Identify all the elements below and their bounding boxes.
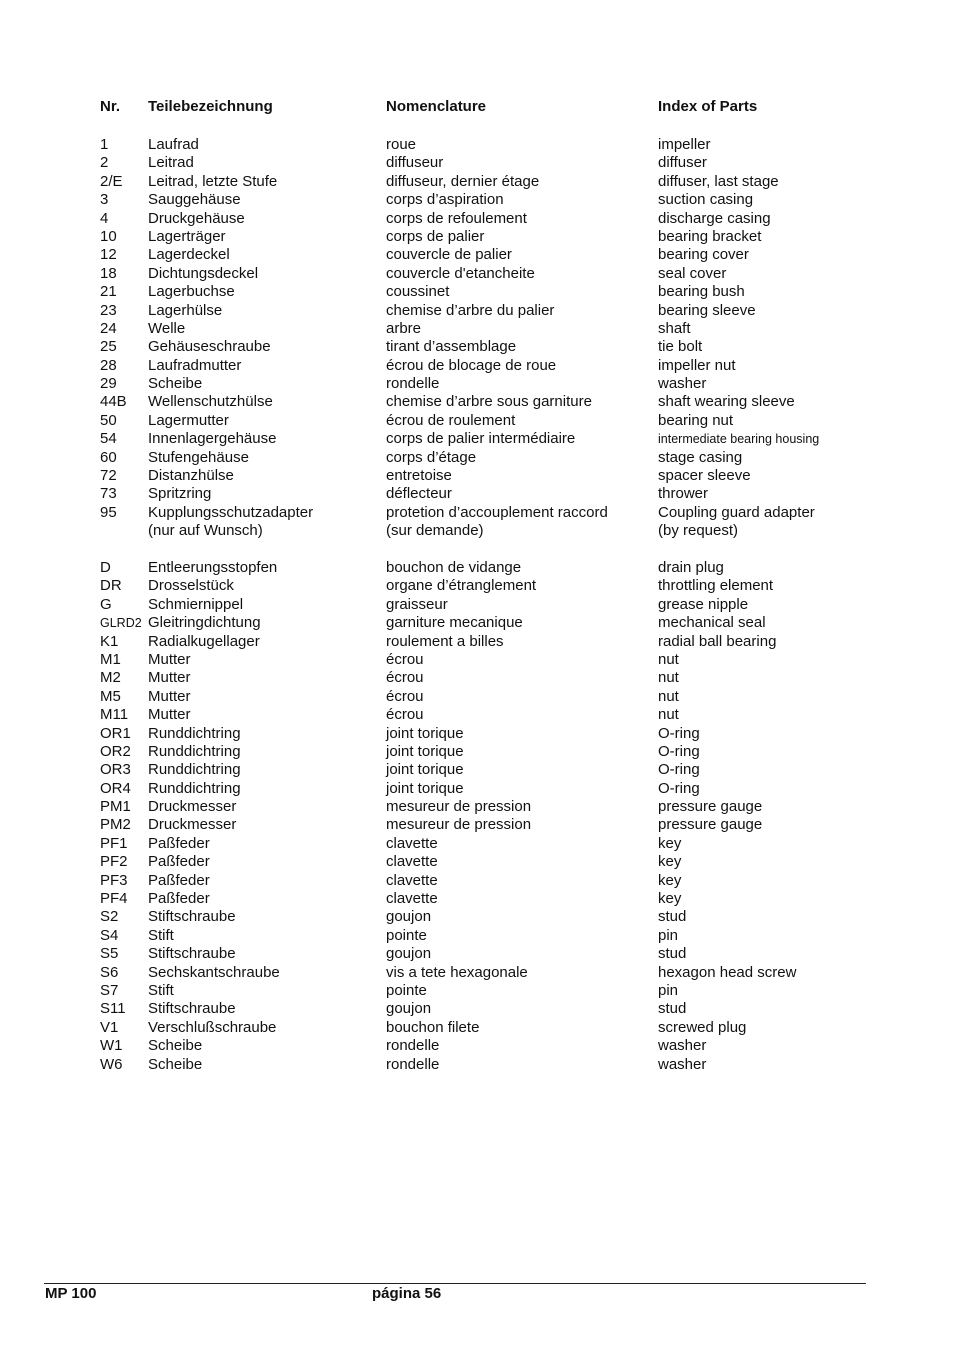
english-name: stud bbox=[658, 1000, 687, 1018]
part-number: 12 bbox=[100, 246, 117, 264]
list-item bbox=[0, 725, 954, 743]
list-item bbox=[0, 430, 954, 448]
french-name: joint torique bbox=[386, 779, 464, 797]
list-item bbox=[0, 522, 954, 540]
part-number: OR4 bbox=[100, 779, 131, 797]
german-name: Entleerungsstopfen bbox=[148, 558, 278, 576]
list-item bbox=[0, 688, 954, 706]
english-name: O-ring bbox=[658, 779, 700, 797]
part-number: PF4 bbox=[100, 890, 128, 908]
list-item bbox=[0, 246, 954, 264]
english-name: bearing nut bbox=[658, 411, 734, 429]
english-name: nut bbox=[658, 650, 679, 668]
german-name: Spritzring bbox=[148, 485, 212, 503]
english-name: shaft bbox=[658, 319, 691, 337]
french-name: goujon bbox=[386, 1000, 432, 1018]
french-name: goujon bbox=[386, 945, 432, 963]
english-name: stage casing bbox=[658, 448, 743, 466]
french-name: vis a tete hexagonale bbox=[386, 963, 528, 981]
german-name: Scheibe bbox=[148, 1055, 203, 1073]
footer-divider bbox=[44, 1283, 866, 1284]
french-name: écrou de blocage de roue bbox=[386, 356, 557, 374]
french-name: joint torique bbox=[386, 742, 464, 760]
english-name: throttling element bbox=[658, 577, 774, 595]
french-name: entretoise bbox=[386, 467, 452, 485]
part-number: S6 bbox=[100, 963, 119, 981]
english-name: bearing cover bbox=[658, 246, 749, 264]
german-name: Mutter bbox=[148, 650, 191, 668]
french-name: couvercle de palier bbox=[386, 246, 512, 264]
english-name: key bbox=[658, 853, 682, 871]
german-name: Stiftschraube bbox=[148, 945, 236, 963]
list-item bbox=[0, 908, 954, 926]
part-number: OR1 bbox=[100, 724, 131, 742]
part-number: OR3 bbox=[100, 761, 131, 779]
french-name: joint torique bbox=[386, 761, 464, 779]
german-name: Mutter bbox=[148, 706, 191, 724]
english-name: pin bbox=[658, 981, 679, 999]
parts-list bbox=[0, 136, 954, 1074]
german-name: Lagerdeckel bbox=[148, 246, 230, 264]
part-number: M1 bbox=[100, 650, 121, 668]
french-name: bouchon de vidange bbox=[386, 558, 522, 576]
french-name: protetion d’accouplement raccord bbox=[386, 503, 608, 521]
french-name: rondelle bbox=[386, 375, 440, 393]
german-name: Scheibe bbox=[148, 375, 203, 393]
list-item bbox=[0, 357, 954, 375]
list-item bbox=[0, 964, 954, 982]
list-item bbox=[0, 614, 954, 632]
list-item bbox=[0, 651, 954, 669]
english-name: pin bbox=[658, 926, 679, 944]
french-name: écrou bbox=[386, 706, 424, 724]
french-name: organe d’étranglement bbox=[386, 577, 537, 595]
english-name: radial ball bearing bbox=[658, 632, 777, 650]
german-name: Leitrad, letzte Stufe bbox=[148, 172, 278, 190]
german-name: Wellenschutzhülse bbox=[148, 393, 273, 411]
part-number: 24 bbox=[100, 319, 117, 337]
english-name: Coupling guard adapter bbox=[658, 503, 815, 521]
english-name: washer bbox=[658, 1037, 707, 1055]
list-item bbox=[0, 559, 954, 577]
list-item bbox=[0, 1056, 954, 1074]
french-name: garniture mecanique bbox=[386, 614, 523, 632]
english-name: O-ring bbox=[658, 761, 700, 779]
footer-model: MP 100 bbox=[45, 1285, 97, 1302]
french-name: corps de refoulement bbox=[386, 209, 527, 227]
german-name: Lagerhülse bbox=[148, 301, 223, 319]
english-name: bearing sleeve bbox=[658, 301, 756, 319]
list-item bbox=[0, 375, 954, 393]
english-name: impeller bbox=[658, 136, 711, 153]
part-number: 18 bbox=[100, 264, 117, 282]
part-number: G bbox=[100, 595, 112, 613]
list-item bbox=[0, 393, 954, 411]
part-number: PM2 bbox=[100, 816, 131, 834]
english-name: pressure gauge bbox=[658, 816, 763, 834]
part-number: 54 bbox=[100, 430, 117, 448]
german-name: Kupplungsschutzadapter bbox=[148, 503, 314, 521]
list-item bbox=[0, 890, 954, 908]
english-name: bearing bush bbox=[658, 283, 745, 301]
french-name: chemise d’arbre du palier bbox=[386, 301, 555, 319]
english-name: diffuser bbox=[658, 154, 707, 172]
list-item bbox=[0, 1000, 954, 1018]
part-number: PF1 bbox=[100, 834, 128, 852]
french-name: clavette bbox=[386, 834, 438, 852]
header-nr: Nr. bbox=[100, 98, 121, 115]
french-name: écrou bbox=[386, 669, 424, 687]
list-item bbox=[0, 210, 954, 228]
part-number: M2 bbox=[100, 669, 121, 687]
part-number: 25 bbox=[100, 338, 117, 356]
english-name: O-ring bbox=[658, 742, 700, 760]
german-name: Paßfeder bbox=[148, 890, 210, 908]
french-name: roulement a billes bbox=[386, 632, 504, 650]
german-name: (nur auf Wunsch) bbox=[148, 522, 263, 540]
french-name: corps de palier intermédiaire bbox=[386, 430, 576, 448]
french-name: bouchon filete bbox=[386, 1018, 480, 1036]
part-number: GLRD2 bbox=[100, 616, 142, 631]
french-name: pointe bbox=[386, 981, 427, 999]
english-name: key bbox=[658, 871, 682, 889]
list-item bbox=[0, 596, 954, 614]
german-name: Dichtungsdeckel bbox=[148, 264, 259, 282]
german-name: Sechskantschraube bbox=[148, 963, 280, 981]
list-item bbox=[0, 320, 954, 338]
list-item bbox=[0, 449, 954, 467]
part-number: 95 bbox=[100, 503, 117, 521]
part-number: 2 bbox=[100, 154, 109, 172]
english-name: nut bbox=[658, 687, 679, 705]
list-item bbox=[0, 816, 954, 834]
part-number: S7 bbox=[100, 981, 119, 999]
list-item bbox=[0, 1037, 954, 1055]
german-name: Runddichtring bbox=[148, 742, 241, 760]
list-item bbox=[0, 302, 954, 320]
german-name: Scheibe bbox=[148, 1037, 203, 1055]
german-name: Verschlußschraube bbox=[148, 1018, 277, 1036]
french-name: joint torique bbox=[386, 724, 464, 742]
french-name: écrou de roulement bbox=[386, 411, 516, 429]
french-name: mesureur de pression bbox=[386, 798, 532, 816]
part-number: PM1 bbox=[100, 798, 131, 816]
german-name: Distanzhülse bbox=[148, 467, 234, 485]
list-item bbox=[0, 577, 954, 595]
german-name: Stiftschraube bbox=[148, 1000, 236, 1018]
english-name: pressure gauge bbox=[658, 798, 763, 816]
part-number: PF2 bbox=[100, 853, 128, 871]
part-number: 29 bbox=[100, 375, 117, 393]
part-number: V1 bbox=[100, 1018, 119, 1036]
french-name: rondelle bbox=[386, 1055, 440, 1073]
german-name: Paßfeder bbox=[148, 853, 210, 871]
part-number: DR bbox=[100, 577, 122, 595]
part-number: PF3 bbox=[100, 871, 128, 889]
part-number: 73 bbox=[100, 485, 117, 503]
list-item bbox=[0, 504, 954, 522]
english-name: discharge casing bbox=[658, 209, 771, 227]
german-name: Lagerbuchse bbox=[148, 283, 235, 301]
english-name: drain plug bbox=[658, 558, 724, 576]
german-name: Stiftschraube bbox=[148, 908, 236, 926]
list-item bbox=[0, 927, 954, 945]
list-item bbox=[0, 228, 954, 246]
german-name: Gehäuseschraube bbox=[148, 338, 271, 356]
french-name: corps d’étage bbox=[386, 448, 477, 466]
english-name: hexagon head screw bbox=[658, 963, 797, 981]
english-name: key bbox=[658, 890, 682, 908]
french-name: graisseur bbox=[386, 595, 448, 613]
part-number: 10 bbox=[100, 227, 117, 245]
french-name: tirant d’assemblage bbox=[386, 338, 517, 356]
list-item bbox=[0, 541, 954, 559]
german-name: Paßfeder bbox=[148, 871, 210, 889]
header-english: Index of Parts bbox=[658, 98, 758, 115]
english-name: mechanical seal bbox=[658, 614, 766, 632]
english-name: washer bbox=[658, 375, 707, 393]
english-name: screwed plug bbox=[658, 1018, 747, 1036]
list-item bbox=[0, 633, 954, 651]
part-number: 4 bbox=[100, 209, 109, 227]
german-name: Radialkugellager bbox=[148, 632, 260, 650]
french-name: déflecteur bbox=[386, 485, 452, 503]
part-number: D bbox=[100, 558, 111, 576]
french-name: diffuseur, dernier étage bbox=[386, 172, 540, 190]
english-name: seal cover bbox=[658, 264, 727, 282]
french-name: clavette bbox=[386, 853, 438, 871]
french-name: mesureur de pression bbox=[386, 816, 532, 834]
english-name: washer bbox=[658, 1055, 707, 1073]
french-name: pointe bbox=[386, 926, 427, 944]
list-item bbox=[0, 467, 954, 485]
list-item bbox=[0, 872, 954, 890]
german-name: Mutter bbox=[148, 669, 191, 687]
german-name: Laufradmutter bbox=[148, 356, 242, 374]
list-item bbox=[0, 743, 954, 761]
part-number: 21 bbox=[100, 283, 117, 301]
french-name: écrou bbox=[386, 687, 424, 705]
list-item bbox=[0, 338, 954, 356]
english-name: suction casing bbox=[658, 191, 754, 209]
part-number: 72 bbox=[100, 467, 117, 485]
list-item bbox=[0, 853, 954, 871]
list-item bbox=[0, 136, 954, 154]
list-item bbox=[0, 982, 954, 1000]
english-name: nut bbox=[658, 706, 679, 724]
list-item bbox=[0, 1019, 954, 1037]
english-name: nut bbox=[658, 669, 679, 687]
german-name: Stift bbox=[148, 981, 174, 999]
list-item bbox=[0, 485, 954, 503]
footer-page-number: página 56 bbox=[372, 1285, 442, 1302]
german-name: Gleitringdichtung bbox=[148, 614, 261, 632]
french-name: écrou bbox=[386, 650, 424, 668]
english-name: key bbox=[658, 834, 682, 852]
header-french: Nomenclature bbox=[386, 98, 487, 115]
table-header bbox=[0, 98, 954, 118]
english-name: bearing bracket bbox=[658, 227, 762, 245]
french-name: rondelle bbox=[386, 1037, 440, 1055]
french-name: diffuseur bbox=[386, 154, 444, 172]
english-name: intermediate bearing housing bbox=[658, 432, 820, 447]
german-name: Paßfeder bbox=[148, 834, 210, 852]
german-name: Druckmesser bbox=[148, 798, 237, 816]
list-item bbox=[0, 798, 954, 816]
english-name: thrower bbox=[658, 485, 709, 503]
part-number: S2 bbox=[100, 908, 119, 926]
german-name: Drosselstück bbox=[148, 577, 234, 595]
english-name: tie bolt bbox=[658, 338, 703, 356]
english-name: impeller nut bbox=[658, 356, 736, 374]
french-name: clavette bbox=[386, 871, 438, 889]
part-number: M11 bbox=[100, 706, 129, 724]
french-name: couvercle d'etancheite bbox=[386, 264, 535, 282]
part-number: 50 bbox=[100, 411, 117, 429]
part-number: 44B bbox=[100, 393, 127, 411]
french-name: coussinet bbox=[386, 283, 450, 301]
german-name: Mutter bbox=[148, 687, 191, 705]
german-name: Innenlagergehäuse bbox=[148, 430, 277, 448]
part-number: 60 bbox=[100, 448, 117, 466]
german-name: Runddichtring bbox=[148, 724, 241, 742]
part-number: 23 bbox=[100, 301, 117, 319]
german-name: Sauggehäuse bbox=[148, 191, 241, 209]
french-name: arbre bbox=[386, 319, 422, 337]
german-name: Stift bbox=[148, 926, 174, 944]
part-number: S4 bbox=[100, 926, 119, 944]
french-name: corps de palier bbox=[386, 227, 485, 245]
list-item bbox=[0, 706, 954, 724]
german-name: Lagerträger bbox=[148, 227, 226, 245]
french-name: roue bbox=[386, 136, 417, 153]
list-item bbox=[0, 154, 954, 172]
list-item bbox=[0, 780, 954, 798]
part-number: OR2 bbox=[100, 742, 131, 760]
german-name: Runddichtring bbox=[148, 761, 241, 779]
german-name: Laufrad bbox=[148, 136, 199, 153]
list-item bbox=[0, 835, 954, 853]
english-name: grease nipple bbox=[658, 595, 749, 613]
french-name: clavette bbox=[386, 890, 438, 908]
french-name: goujon bbox=[386, 908, 432, 926]
list-item bbox=[0, 265, 954, 283]
french-name: (sur demande) bbox=[386, 522, 484, 540]
list-item bbox=[0, 945, 954, 963]
german-name: Runddichtring bbox=[148, 779, 241, 797]
part-number: M5 bbox=[100, 687, 121, 705]
english-name: stud bbox=[658, 908, 687, 926]
list-item bbox=[0, 412, 954, 430]
part-number: 28 bbox=[100, 356, 117, 374]
part-number: S5 bbox=[100, 945, 119, 963]
german-name: Stufengehäuse bbox=[148, 448, 249, 466]
part-number: 2/E bbox=[100, 172, 123, 190]
part-number: 3 bbox=[100, 191, 109, 209]
header-german: Teilebezeichnung bbox=[148, 98, 273, 115]
english-name: spacer sleeve bbox=[658, 467, 751, 485]
list-item bbox=[0, 173, 954, 191]
english-name: shaft wearing sleeve bbox=[658, 393, 795, 411]
german-name: Leitrad bbox=[148, 154, 194, 172]
german-name: Lagermutter bbox=[148, 411, 229, 429]
list-item bbox=[0, 283, 954, 301]
german-name: Schmiernippel bbox=[148, 595, 244, 613]
list-item bbox=[0, 669, 954, 687]
list-item bbox=[0, 191, 954, 209]
part-number: K1 bbox=[100, 632, 119, 650]
english-name: diffuser, last stage bbox=[658, 172, 779, 190]
french-name: chemise d’arbre sous garniture bbox=[386, 393, 592, 411]
english-name: (by request) bbox=[658, 522, 739, 540]
english-name: stud bbox=[658, 945, 687, 963]
german-name: Druckmesser bbox=[148, 816, 237, 834]
english-name: O-ring bbox=[658, 724, 700, 742]
part-number: S11 bbox=[100, 1000, 126, 1018]
list-item bbox=[0, 761, 954, 779]
part-number: 1 bbox=[100, 136, 109, 153]
part-number: W1 bbox=[100, 1037, 123, 1055]
german-name: Welle bbox=[148, 319, 186, 337]
part-number: W6 bbox=[100, 1055, 123, 1073]
german-name: Druckgehäuse bbox=[148, 209, 245, 227]
french-name: corps d’aspiration bbox=[386, 191, 504, 209]
